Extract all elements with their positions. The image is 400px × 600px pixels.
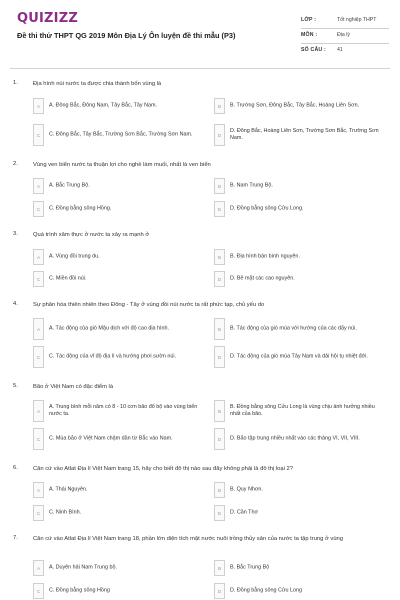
option-letter-badge: B (214, 249, 225, 265)
option-b[interactable] (214, 560, 384, 576)
question-number: 5. (13, 383, 18, 389)
meta-label: LỚP : (301, 17, 317, 23)
option-letter-badge: A (33, 400, 44, 422)
meta-label: MÔN : (301, 32, 318, 38)
option-text: B. Địa hình bán bình nguyên. (230, 253, 300, 260)
page-title: Đề thi thử THPT QG 2019 Môn Địa Lý Ôn luyện đề thi mẫu (P3) (17, 31, 236, 40)
option-text: A. Thái Nguyên. (49, 486, 88, 493)
meta-value: Địa lý (337, 32, 350, 38)
option-letter-badge: C (33, 201, 44, 217)
option-text: C. Đông Bắc, Tây Bắc, Trường Sơn Bắc, Trường Sơn Nam. (49, 131, 193, 138)
option-letter-badge: C (33, 505, 44, 521)
option-letter-badge: D (214, 428, 225, 450)
option-text: D. Bề mặt các cao nguyên. (230, 275, 295, 282)
option-letter-badge: C (33, 583, 44, 599)
meta-value: 41 (337, 47, 343, 53)
option-d[interactable] (214, 428, 384, 450)
question-text: Bão ở Việt Nam có đặc điểm là (33, 384, 114, 390)
question-number: 2. (13, 161, 18, 167)
question-number: 7. (13, 535, 18, 541)
option-a[interactable] (33, 400, 203, 422)
option-text: A. Tác động của gió Mậu dịch với độ cao địa hình. (49, 325, 170, 332)
option-letter-badge: A (33, 98, 44, 114)
option-letter-badge: B (214, 178, 225, 194)
option-letter-badge: A (33, 178, 44, 194)
option-letter-badge: A (33, 249, 44, 265)
option-c[interactable] (33, 271, 203, 287)
question-text: Vùng ven biển nước ta thuận lợi cho nghề làm muối, nhất là ven biển (33, 162, 211, 168)
option-text: C. Đồng bằng sông Hồng (49, 587, 110, 594)
meta-table (301, 14, 389, 59)
option-a[interactable] (33, 482, 203, 498)
option-c[interactable] (33, 505, 203, 521)
option-letter-badge: D (214, 124, 225, 146)
option-text: B. Nam Trung Bộ. (230, 182, 273, 189)
meta-value: Tốt nghiệp THPT (337, 17, 377, 23)
option-letter-badge: B (214, 482, 225, 498)
option-letter-badge: B (214, 318, 225, 340)
option-c[interactable] (33, 428, 203, 450)
meta-row-count (301, 44, 389, 59)
option-text: C. Miền đồi núi. (49, 275, 87, 282)
option-text: C. Tác động của vĩ độ địa lí và hướng phơi sườn núi. (49, 353, 177, 360)
option-text: D. Cần Thơ (230, 509, 259, 516)
worksheet-header (0, 0, 400, 68)
header-divider (10, 68, 390, 69)
option-text: A. Trung bình mỗi năm có 8 - 10 cơn bão đổ bộ vào vùng biển nước ta. (49, 404, 198, 417)
option-text: D. Đồng bằng sông Cửu Long. (230, 205, 304, 212)
option-a[interactable] (33, 249, 203, 265)
option-text: D. Tác động của gió mùa Tây Nam và dải hội tụ nhiệt đới. (230, 353, 368, 360)
option-d[interactable] (214, 346, 384, 368)
question-text: Căn cứ vào Atlat Địa lí Việt Nam trang 15, hãy cho biết đô thị nào sau đây không phải là đô thị loại 2? (33, 466, 293, 472)
option-a[interactable] (33, 178, 203, 194)
option-letter-badge: D (214, 346, 225, 368)
option-text: B. Tác động của gió mùa với hướng của các dãy núi. (230, 325, 357, 332)
option-d[interactable] (214, 201, 384, 217)
option-a[interactable] (33, 560, 203, 576)
option-b[interactable] (214, 400, 384, 422)
quizizz-logo: QUIZIZZ (17, 11, 78, 26)
question-number: 6. (13, 465, 18, 471)
option-letter-badge: D (214, 271, 225, 287)
meta-row-class (301, 14, 389, 29)
option-b[interactable] (214, 98, 384, 114)
option-text: D. Bão tập trung nhiều nhất vào các tháng VI, VII, VIII. (230, 435, 360, 442)
option-letter-badge: B (214, 560, 225, 576)
option-text: A. Vùng đồi trung du. (49, 253, 100, 260)
option-text: A. Bắc Trung Bộ. (49, 182, 90, 189)
meta-row-subject (301, 29, 389, 44)
option-text: B. Đồng bằng sông Cửu Long là vùng chịu ảnh hưởng nhiều nhất của bão. (230, 404, 375, 417)
option-letter-badge: B (214, 98, 225, 114)
question-text: Quá trình xâm thực ở nước ta xảy ra mạnh ở (33, 232, 150, 238)
option-letter-badge: D (214, 201, 225, 217)
question-text: Địa hình núi nước ta được chia thành bốn vùng là (33, 81, 162, 87)
question-text: Sự phân hóa thiên nhiên theo Đông - Tây ở vùng đồi núi nước ta rất phức tạp, chủ yếu do (33, 302, 265, 308)
question-number: 3. (13, 231, 18, 237)
option-b[interactable] (214, 318, 384, 340)
option-letter-badge: C (33, 271, 44, 287)
option-d[interactable] (214, 505, 384, 521)
option-letter-badge: C (33, 346, 44, 368)
option-text: C. Ninh Bình. (49, 509, 82, 516)
option-b[interactable] (214, 178, 384, 194)
option-c[interactable] (33, 583, 203, 599)
option-letter-badge: B (214, 400, 225, 422)
option-c[interactable] (33, 124, 203, 146)
option-c[interactable] (33, 201, 203, 217)
option-letter-badge: D (214, 583, 225, 599)
option-text: A. Đông Bắc, Đông Nam, Tây Bắc, Tây Nam. (49, 102, 157, 109)
option-d[interactable] (214, 124, 384, 146)
option-text: C. Mùa bão ở Việt Nam chậm dần từ Bắc vào Nam. (49, 435, 173, 442)
question-number: 4. (13, 301, 18, 307)
option-text: C. Đồng bằng sông Hồng. (49, 205, 112, 212)
option-b[interactable] (214, 249, 384, 265)
option-text: D. Đông Bắc, Hoàng Liên Sơn, Trường Sơn Bắc, Trường Sơn Nam. (230, 128, 379, 141)
option-letter-badge: A (33, 318, 44, 340)
question-number: 1. (13, 80, 18, 86)
option-letter-badge: A (33, 560, 44, 576)
option-text: A. Duyên hải Nam Trung bộ. (49, 564, 118, 571)
option-a[interactable] (33, 318, 203, 340)
option-letter-badge: A (33, 482, 44, 498)
option-letter-badge: C (33, 428, 44, 450)
option-letter-badge: D (214, 505, 225, 521)
option-d[interactable] (214, 583, 384, 599)
option-b[interactable] (214, 482, 384, 498)
option-text: D. Đồng bằng sông Cửu Long (230, 587, 302, 594)
option-a[interactable] (33, 98, 203, 114)
question-text: Căn cứ vào Atlat Địa lí Việt Nam trang 18, phần lớn diện tích mặt nước nuôi trồng thủy sản của nước ta tập trung ở vùng (33, 536, 343, 542)
option-text: B. Trường Sơn, Đông Bắc, Tây Bắc, Hoàng Liên Sơn. (230, 102, 360, 109)
option-text: B. Bắc Trung Bộ (230, 564, 270, 571)
option-text: B. Quy Nhơn. (230, 486, 263, 493)
meta-label: SỐ CÂU : (301, 47, 326, 53)
option-c[interactable] (33, 346, 203, 368)
option-letter-badge: C (33, 124, 44, 146)
option-d[interactable] (214, 271, 384, 287)
